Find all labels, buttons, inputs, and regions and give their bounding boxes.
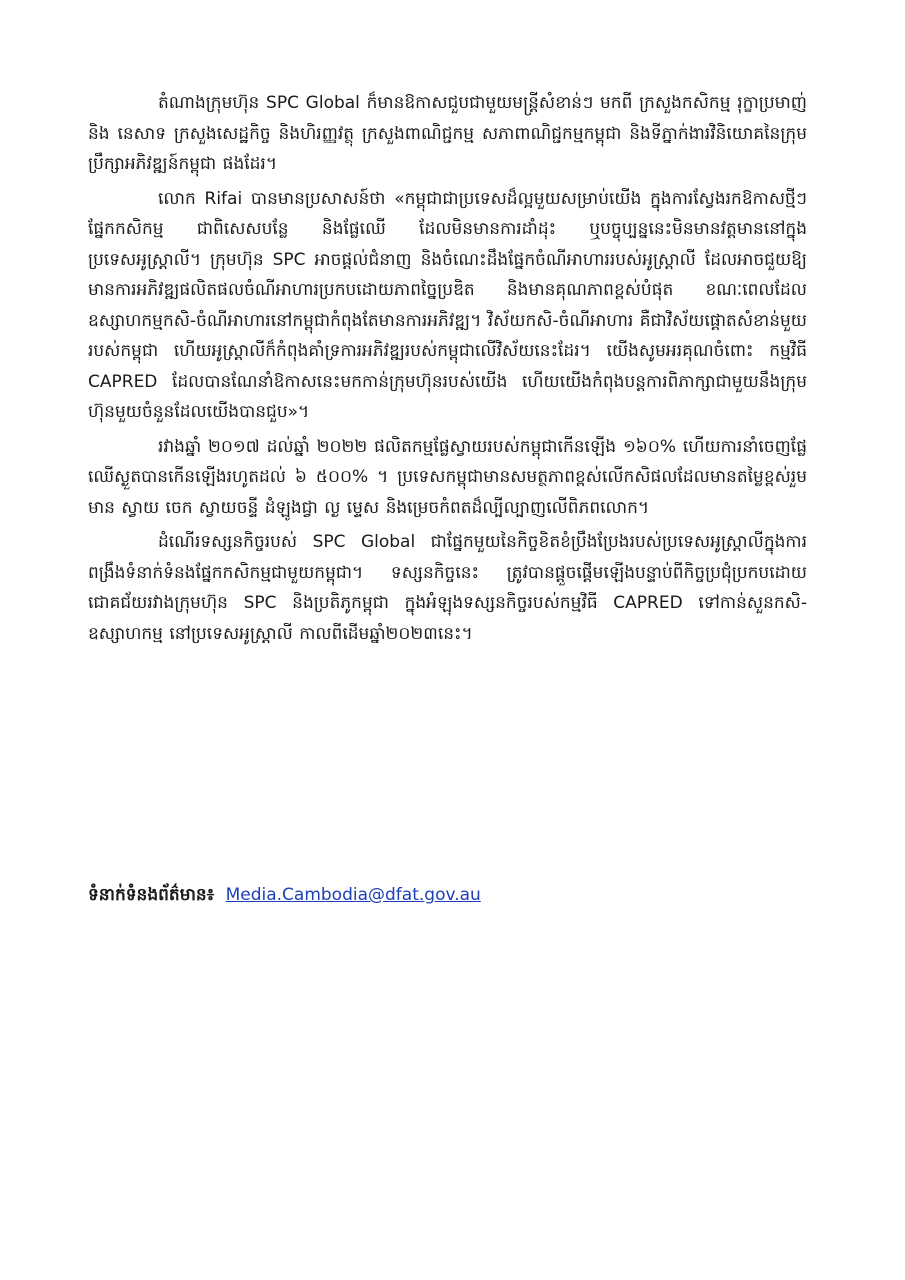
paragraph-visit-context: ដំណើរទស្សនកិច្ចរបស់ SPC Global ជាផ្នែកមួយនៃកិច្ចខិតខំប្រឹងប្រែងរបស់ប្រទេសអូស្ត្រាលីក្នុងការពង្រឹងទំនាក់ទំនងផ្នែកកសិកម្មជាមួយកម្ពុជា។ ទស្សនកិច្ចនេះ ត្រូវបានផ្តួចផ្តើមឡើងបន្ទាប់ពីកិច្ចប្រជុំប្រកបដោយជោគជ័យរវាងក្រុមហ៊ុន SPC និងប្រតិភូកម្ពុជា ក្នុងអំឡុងទស្សនកិច្ចរបស់កម្មវិធី CAPRED ទៅកាន់សួនកសិ-ឧស្សាហកម្ម នៅប្រទេសអូស្ត្រាលី កាលពីដើមឆ្នាំ២០២៣នេះ។ — [88, 532, 807, 644]
contact-email-link[interactable]: Media.Cambodia@dfat.gov.au — [225, 885, 481, 905]
paragraph-rifai-quote: លោក Rifai បានមានប្រសាសន៍ថា «កម្ពុជាជាប្រទេសដ៏ល្អមួយសម្រាប់យើង ក្នុងការស្វែងរកឱកាសថ្មីៗផ្នែកកសិកម្ម ជាពិសេសបន្លែ និងផ្លែឈើ ដែលមិនមានការដាំដុះ ឬបច្ចុប្បន្ននេះមិនមានវត្តមាននៅក្នុងប្រទេសអូស្ត្រាលី។ ក្រុមហ៊ុន SPC អាចផ្តល់ជំនាញ និងចំណេះដឹងផ្នែកចំណីអាហាររបស់អូស្ត្រាលី ដែលអាចជួយឱ្យមានការអភិវឌ្ឍផលិតផលចំណីអាហារប្រកបដោយភាពច្នៃប្រឌិត និងមានគុណភាពខ្ពស់បំផុត ខណៈពេលដែលឧស្សាហកម្មកសិ-ចំណីអាហារនៅកម្ពុជាកំពុងតែមានការអភិវឌ្ឍ។ វិស័យកសិ-ចំណីអាហារ គឺជាវិស័យផ្តោតសំខាន់មួយរបស់កម្ពុជា ហើយអូស្ត្រាលីក៏កំពុងគាំទ្រការអភិវឌ្ឍរបស់កម្ពុជាលើវិស័យនេះដែរ។ យើងសូមអរគុណចំពោះ កម្មវិធី CAPRED ដែលបានណែនាំឱកាសនេះមកកាន់ក្រុមហ៊ុនរបស់យើង ហើយយើងកំពុងបន្តការពិភាក្សាជាមួយនឹងក្រុមហ៊ុនមួយចំនួនដែលយើងបានជួប»។ — [88, 188, 807, 422]
paragraph-spc-meetings: តំណាងក្រុមហ៊ុន SPC Global ក៏មានឱកាសជួបជាមួយមន្ត្រីសំខាន់ៗ មកពី ក្រសួងកសិកម្ម រុក្ខាប្រមាញ់ និង នេសាទ ក្រសួងសេដ្ឋកិច្ច និងហិរញ្ញវត្ថុ ក្រសួងពាណិជ្ជកម្ម សភាពាណិជ្ជកម្មកម្ពុជា និងទីភ្នាក់ងារវិនិយោគនៃក្រុមប្រឹក្សាអភិវឌ្ឍន៍កម្ពុជា ផងដែរ។ — [88, 93, 807, 174]
contact-line — [88, 880, 481, 910]
contact-label: ទំនាក់ទំនងព័ត៌មាន៖ — [88, 885, 215, 905]
paragraph-production-growth: រវាងឆ្នាំ ២០១៧ ដល់ឆ្នាំ ២០២២ ផលិតកម្មផ្លែស្វាយរបស់កម្ពុជាកើនឡើង ១៦០% ហើយការនាំចេញផ្លែឈើស្ងួតបានកើនឡើងរហូតដល់ ៦ ៥០០% ។ ប្រទេសកម្ពុជាមានសមត្ថភាពខ្ពស់លើកសិផលដែលមានតម្លៃខ្ពស់រួមមាន ស្វាយ ចេក ស្វាយចន្ទី ដំឡូងជ្វា ល្ង ម្ទេស និងម្រេចកំពតដ៏ល្បីល្បាញលើពិភពលោក។ — [88, 436, 807, 518]
